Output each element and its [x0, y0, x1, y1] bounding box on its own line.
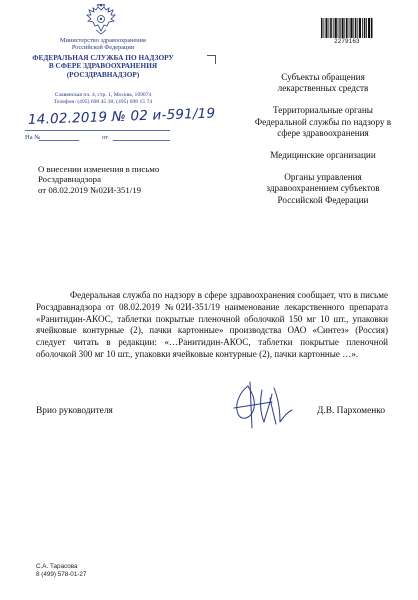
- ministry-line: Российской Федерации: [71, 44, 135, 52]
- ministry-line: Министерство здравоохранения: [60, 37, 146, 44]
- address-line: Телефон: (495) 698 45 38; (495) 698 15 74: [53, 99, 153, 105]
- reply-to-date-underline: [113, 140, 170, 141]
- letter-body: Федеральная служба по надзору в сфере здравоохранения сообщает, что в письме Росздравнадзора от 08.02.2019 №02И-351/19 наименование лекарственного препарата «Ранитидин-АКОС, таблетки покрытые пленочной оболочкой 150 мг 10 шт., упаковки ячейковые контурные (2), пачки картонные» производства ОАО «Синтез» (Россия) следует читать в редакции: «…Ранитидин-АКОС, таблетки покрытые пленочной оболочкой 300 мг 10 шт., упаковки ячейковые контурные (2), пачки картонные …».: [36, 290, 388, 359]
- subject-line: О внесении изменения в письмо: [38, 164, 160, 174]
- agency-line: (РОСЗДРАВНАДЗОР): [66, 69, 140, 79]
- executor-name: С.А. Тарасова: [36, 563, 78, 570]
- executor-phone: 8 (499) 578-01-27: [36, 571, 87, 578]
- subject-line: Росздравнадзора: [38, 174, 101, 185]
- reply-to-number-underline: [39, 140, 79, 141]
- ministry-name: [30, 37, 176, 51]
- barcode: [321, 18, 373, 38]
- reply-to-number-label: На №: [25, 134, 41, 141]
- handwritten-signature: [226, 378, 296, 434]
- recipient-block: [248, 172, 398, 206]
- agency-line: В СФЕРЕ ЗДРАВООХРАНЕНИЯ: [48, 61, 158, 71]
- recipient-line: здравоохранением субъектов: [266, 183, 380, 194]
- recipient-line: Субъекты обращения: [281, 72, 365, 82]
- registration-underline: [25, 130, 170, 131]
- letter-subject: [38, 164, 188, 195]
- recipient-line: Российской Федерации: [277, 194, 369, 205]
- recipient-line: Федеральной службы по надзору в: [254, 116, 392, 127]
- recipient-block: [248, 150, 398, 161]
- reply-to-date-label: от: [102, 134, 109, 141]
- subject-line: от 08.02.2019 №02И-351/19: [38, 184, 142, 195]
- recipient-line: Территориальные органы: [273, 105, 373, 116]
- address-block-corner: [207, 55, 216, 64]
- recipient-line: лекарственных средств: [277, 83, 369, 94]
- agency-address: [30, 92, 176, 106]
- recipient-line: Медицинские организации: [270, 150, 376, 161]
- address-line: Славянская пл. 4, стр. 1, Москва, 109074: [54, 92, 152, 98]
- signer-name: Д.В. Пархоменко: [317, 406, 386, 416]
- agency-line: ФЕДЕРАЛЬНАЯ СЛУЖБА ПО НАДЗОРУ: [32, 53, 174, 62]
- barcode-number: 2279163: [334, 39, 360, 45]
- recipient-block: [248, 105, 398, 139]
- agency-name: [22, 54, 184, 79]
- recipients-list: [248, 72, 398, 217]
- recipient-block: [248, 72, 398, 94]
- recipient-line: Органы управления: [284, 172, 362, 183]
- recipient-line: сфере здравоохранения: [277, 127, 369, 138]
- signer-title: Врио руководителя: [36, 406, 113, 416]
- registration-number-handwritten: 14.02.2019 № 02 и-591/19: [27, 105, 216, 128]
- russian-coat-of-arms-icon: [84, 4, 118, 36]
